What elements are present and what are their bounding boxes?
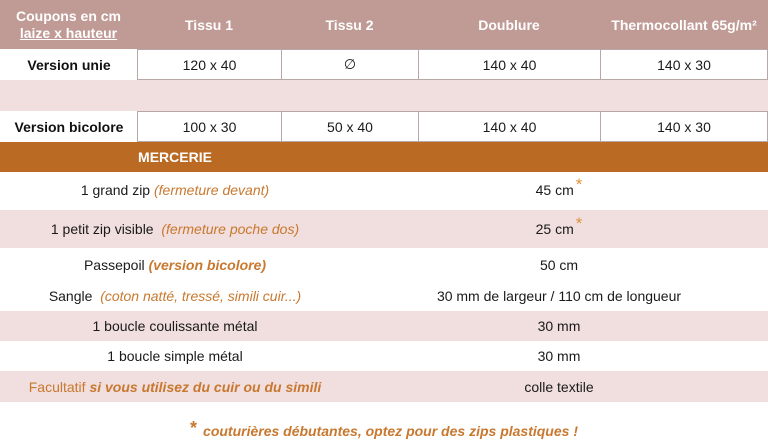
cell-doublure: 140 x 40 [418,111,601,142]
item-label: 1 boucle coulissante métal [92,318,258,334]
mercerie-item-petit-zip [0,210,768,248]
header-coupons-line2: laize x hauteur [19,24,118,41]
cell-tissu1: 120 x 40 [137,49,282,80]
item-note: (coton natté, tressé, simili cuir...) [100,287,302,304]
header-doublure: Doublure [478,16,540,33]
item-value: 50 cm [539,257,579,273]
mercerie-item-boucle-coulissante [0,311,768,341]
mercerie-item-facultatif [0,371,768,402]
asterisk-mark: * [575,175,583,194]
row-label: Version bicolore [0,111,137,142]
header-coupons-line1: Coupons en cm [15,7,121,24]
item-name: 1 petit zip visible [50,221,154,237]
cell-thermocollant: 140 x 30 [600,111,768,142]
item-label [0,280,350,311]
item-label [0,172,350,208]
item-label [0,210,350,248]
item-note: (version bicolore) [148,257,267,273]
table-header [0,0,768,49]
footer-text: couturières débutantes, optez pour des zips plastiques ! [203,423,578,439]
item-value-text: 25 cm [535,221,574,237]
mercerie-item-sangle [0,280,768,311]
cell-doublure: 140 x 40 [418,49,601,80]
table-row-version-unie [0,49,768,80]
cell-tissu2: ∅ [281,49,419,80]
mercerie-header [0,142,768,172]
item-note: (fermeture devant) [154,182,270,198]
item-note: si vous utilisez du cuir ou du simili [89,378,322,395]
item-name: Sangle [48,287,93,304]
item-label: 1 boucle simple métal [107,348,243,364]
header-tissu2: Tissu 2 [325,16,374,33]
mercerie-title: MERCERIE [138,149,212,165]
asterisk-mark: * [190,417,198,438]
item-value: 30 mm [537,348,581,364]
header-tissu1: Tissu 1 [185,16,233,33]
item-name: Facultatif [28,378,86,395]
item-value [350,172,768,208]
item-label [0,250,350,280]
header-thermocollant: Thermocollant 65g/m² [611,16,757,33]
mercerie-item-passepoil [0,250,768,280]
item-value-text: 45 cm [535,182,574,198]
item-label [0,371,350,402]
item-value: 30 mm [537,318,581,334]
mercerie-item-boucle-simple [0,341,768,371]
row-label: Version unie [0,49,137,80]
item-note: (fermeture poche dos) [161,221,300,237]
footer-note [0,416,768,446]
item-name: Passepoil [83,257,145,273]
table-row-version-bicolore [0,111,768,142]
mercerie-item-grand-zip [0,172,768,208]
header-coupons [0,0,137,49]
cell-thermocollant: 140 x 30 [600,49,768,80]
cell-tissu1: 100 x 30 [137,111,282,142]
asterisk-mark: * [575,214,583,233]
row-spacer [0,80,768,111]
item-value: 30 mm de largeur / 110 cm de longueur [436,287,682,304]
item-value [350,210,768,248]
cell-tissu2: 50 x 40 [281,111,419,142]
item-name: 1 grand zip [80,182,151,198]
item-value: colle textile [524,378,594,395]
